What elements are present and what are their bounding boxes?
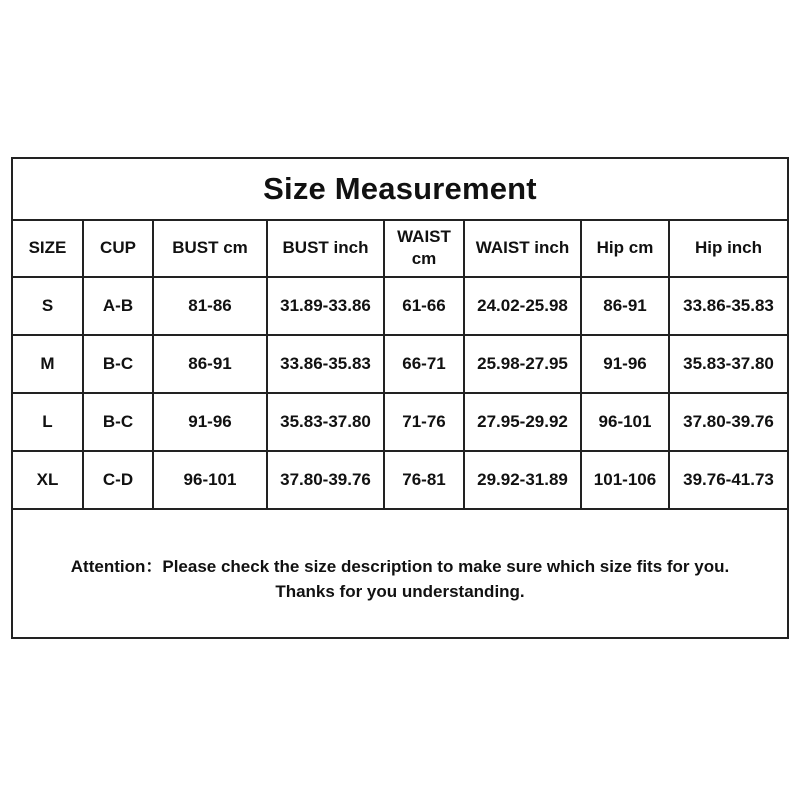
cell-size: L (13, 393, 83, 451)
cell-waist-cm: 76-81 (384, 451, 464, 509)
cell-hip-inch: 39.76-41.73 (669, 451, 787, 509)
cell-waist-cm: 71-76 (384, 393, 464, 451)
size-chart (11, 157, 789, 639)
attention-note (13, 520, 787, 637)
chart-title: Size Measurement (13, 159, 787, 221)
table-row (13, 393, 787, 451)
cell-hip-inch: 35.83-37.80 (669, 335, 787, 393)
header-waist-cm: WAIST cm (384, 219, 464, 277)
cell-waist-cm: 61-66 (384, 277, 464, 335)
cell-bust-cm: 96-101 (153, 451, 267, 509)
cell-size: S (13, 277, 83, 335)
cell-bust-cm: 86-91 (153, 335, 267, 393)
cell-cup: A-B (83, 277, 153, 335)
cell-bust-inch: 37.80-39.76 (267, 451, 384, 509)
cell-size: M (13, 335, 83, 393)
cell-cup: C-D (83, 451, 153, 509)
header-bust-cm: BUST cm (153, 219, 267, 277)
table-row (13, 451, 787, 509)
cell-size: XL (13, 451, 83, 509)
size-table (13, 219, 787, 510)
cell-hip-cm: 101-106 (581, 451, 669, 509)
cell-waist-inch: 27.95-29.92 (464, 393, 581, 451)
table-row (13, 335, 787, 393)
cell-bust-cm: 81-86 (153, 277, 267, 335)
header-hip-inch: Hip inch (669, 219, 787, 277)
cell-hip-inch: 37.80-39.76 (669, 393, 787, 451)
cell-waist-inch: 29.92-31.89 (464, 451, 581, 509)
header-waist-inch: WAIST inch (464, 219, 581, 277)
thanks-line: Thanks for you understanding. (275, 581, 525, 601)
cell-bust-inch: 31.89-33.86 (267, 277, 384, 335)
cell-waist-inch: 25.98-27.95 (464, 335, 581, 393)
table-header-row (13, 219, 787, 277)
cell-hip-cm: 96-101 (581, 393, 669, 451)
cell-waist-inch: 24.02-25.98 (464, 277, 581, 335)
cell-hip-cm: 91-96 (581, 335, 669, 393)
cell-cup: B-C (83, 393, 153, 451)
header-size: SIZE (13, 219, 83, 277)
header-cup: CUP (83, 219, 153, 277)
cell-waist-cm: 66-71 (384, 335, 464, 393)
table-row (13, 277, 787, 335)
cell-bust-inch: 35.83-37.80 (267, 393, 384, 451)
header-hip-cm: Hip cm (581, 219, 669, 277)
cell-hip-cm: 86-91 (581, 277, 669, 335)
cell-bust-cm: 91-96 (153, 393, 267, 451)
header-bust-inch: BUST inch (267, 219, 384, 277)
cell-bust-inch: 33.86-35.83 (267, 335, 384, 393)
cell-hip-inch: 33.86-35.83 (669, 277, 787, 335)
attention-line: Attention：Please check the size description to make sure which size fits for you. (70, 556, 730, 576)
cell-cup: B-C (83, 335, 153, 393)
